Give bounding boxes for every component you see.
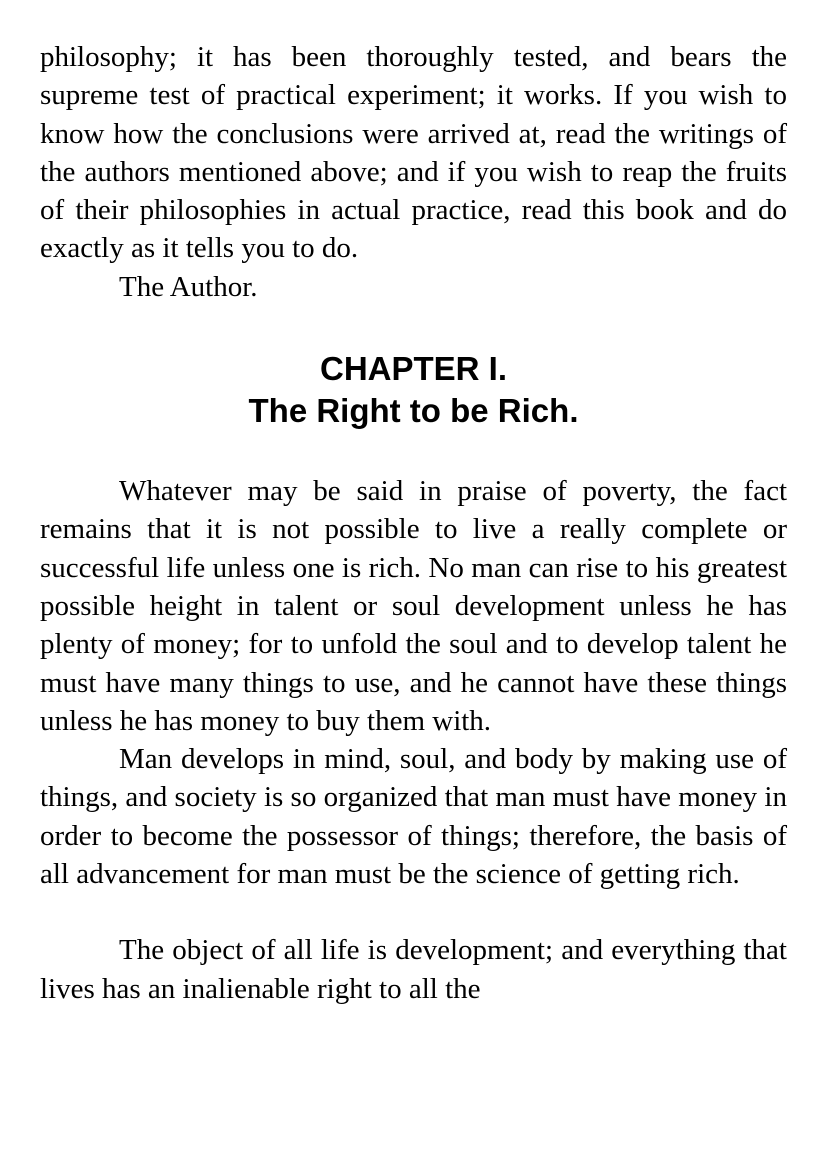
paragraph-gap [40, 893, 787, 931]
body-paragraph-3: The object of all life is development; and everything that lives has an inalienable right to all the [40, 934, 787, 1005]
document-page [40, 38, 787, 1008]
chapter-number: CHAPTER I. [319, 350, 507, 388]
author-signature: The Author. [119, 270, 258, 303]
chapter-title: The Right to be Rich. [248, 392, 579, 430]
preface-continuation-paragraph: philosophy; it has been thoroughly tested, and bears the supreme test of practical experiment; it works. If you wish to know how the conclusions were arrived at, read the writings of the authors mentioned above; and if you wish to reap the fruits of their philosophies in actual practice, read this book and do exactly as it tells you to do. [40, 41, 787, 265]
body-paragraph-1: Whatever may be said in praise of poverty, the fact remains that it is not possible to live a really complete or successful life unless one is rich. No man can rise to his greatest possible height in talent or soul development unless he has plenty of money; for to unfold the soul and to develop talent he must have many things to use, and he cannot have these things unless he has money to buy them with. [40, 475, 787, 737]
body-paragraph-2: Man develops in mind, soul, and body by making use of things, and society is so organized that man must have money in order to become the possessor of things; therefore, the basis of all advancement for man must be the science of getting rich. [40, 743, 787, 891]
chapter-heading [40, 348, 787, 432]
